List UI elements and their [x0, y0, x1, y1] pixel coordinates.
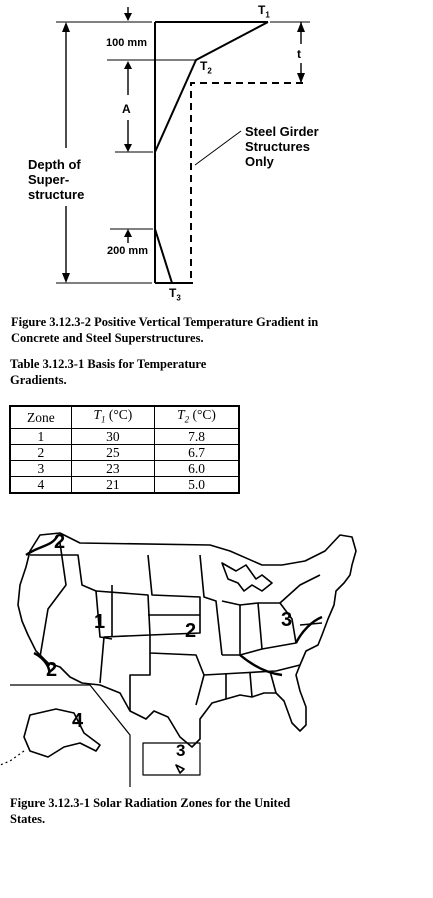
cell-t2: 7.8	[155, 428, 239, 444]
t3-label: $T_3$	[169, 286, 181, 303]
cell-zone: 3	[10, 460, 71, 476]
cell-zone: 2	[10, 444, 71, 460]
dim-200mm-label: 200 mm	[107, 245, 148, 257]
table-title: Table 3.12.3-1 Basis for Temperature Gradients.	[10, 357, 207, 387]
header-zone: Zone	[10, 406, 71, 428]
table-row	[10, 428, 239, 444]
cell-t1: 23	[71, 460, 154, 476]
depth-of-superstructure-label: Depth of Super- structure	[28, 157, 85, 202]
table-row	[10, 444, 239, 460]
header-t2: $T_2$ (°C)	[155, 406, 239, 428]
cell-t1: 21	[71, 476, 154, 493]
figure-gradient-caption: Figure 3.12.3-2 Positive Vertical Temperature Gradient in Concrete and Steel Superstructures.	[11, 315, 319, 345]
solar-radiation-zone-map	[0, 525, 433, 795]
t1-label: $T_1$	[258, 3, 270, 20]
map-zone-label: 4	[72, 710, 84, 732]
map-zone-label: 2	[54, 531, 66, 553]
table-row	[10, 460, 239, 476]
cell-t2: 6.0	[155, 460, 239, 476]
map-zone-label: 3	[176, 741, 186, 760]
cell-t1: 30	[71, 428, 154, 444]
cell-t2: 5.0	[155, 476, 239, 493]
t2-label: $T_2$	[200, 59, 212, 76]
map-zone-label: 2	[46, 659, 58, 681]
cell-zone: 1	[10, 428, 71, 444]
dim-t-label: t	[297, 47, 301, 61]
cell-t2: 6.7	[155, 444, 239, 460]
cell-t1: 25	[71, 444, 154, 460]
figure-map-caption: Figure 3.12.3-1 Solar Radiation Zones for the United States.	[10, 796, 291, 826]
table-row	[10, 476, 239, 493]
table-header-row	[10, 406, 239, 428]
cell-zone: 4	[10, 476, 71, 493]
temperature-gradient-table	[9, 405, 240, 494]
dim-100mm-label: 100 mm	[106, 37, 147, 49]
map-zone-label: 1	[94, 611, 106, 633]
dim-a-label: A	[122, 102, 131, 116]
map-zone-label: 2	[185, 620, 197, 642]
steel-girder-label: Steel Girder Structures Only	[245, 124, 319, 169]
header-t1: $T_1$ (°C)	[71, 406, 154, 428]
map-zone-label: 3	[281, 609, 293, 631]
temperature-gradient-diagram	[0, 0, 433, 305]
